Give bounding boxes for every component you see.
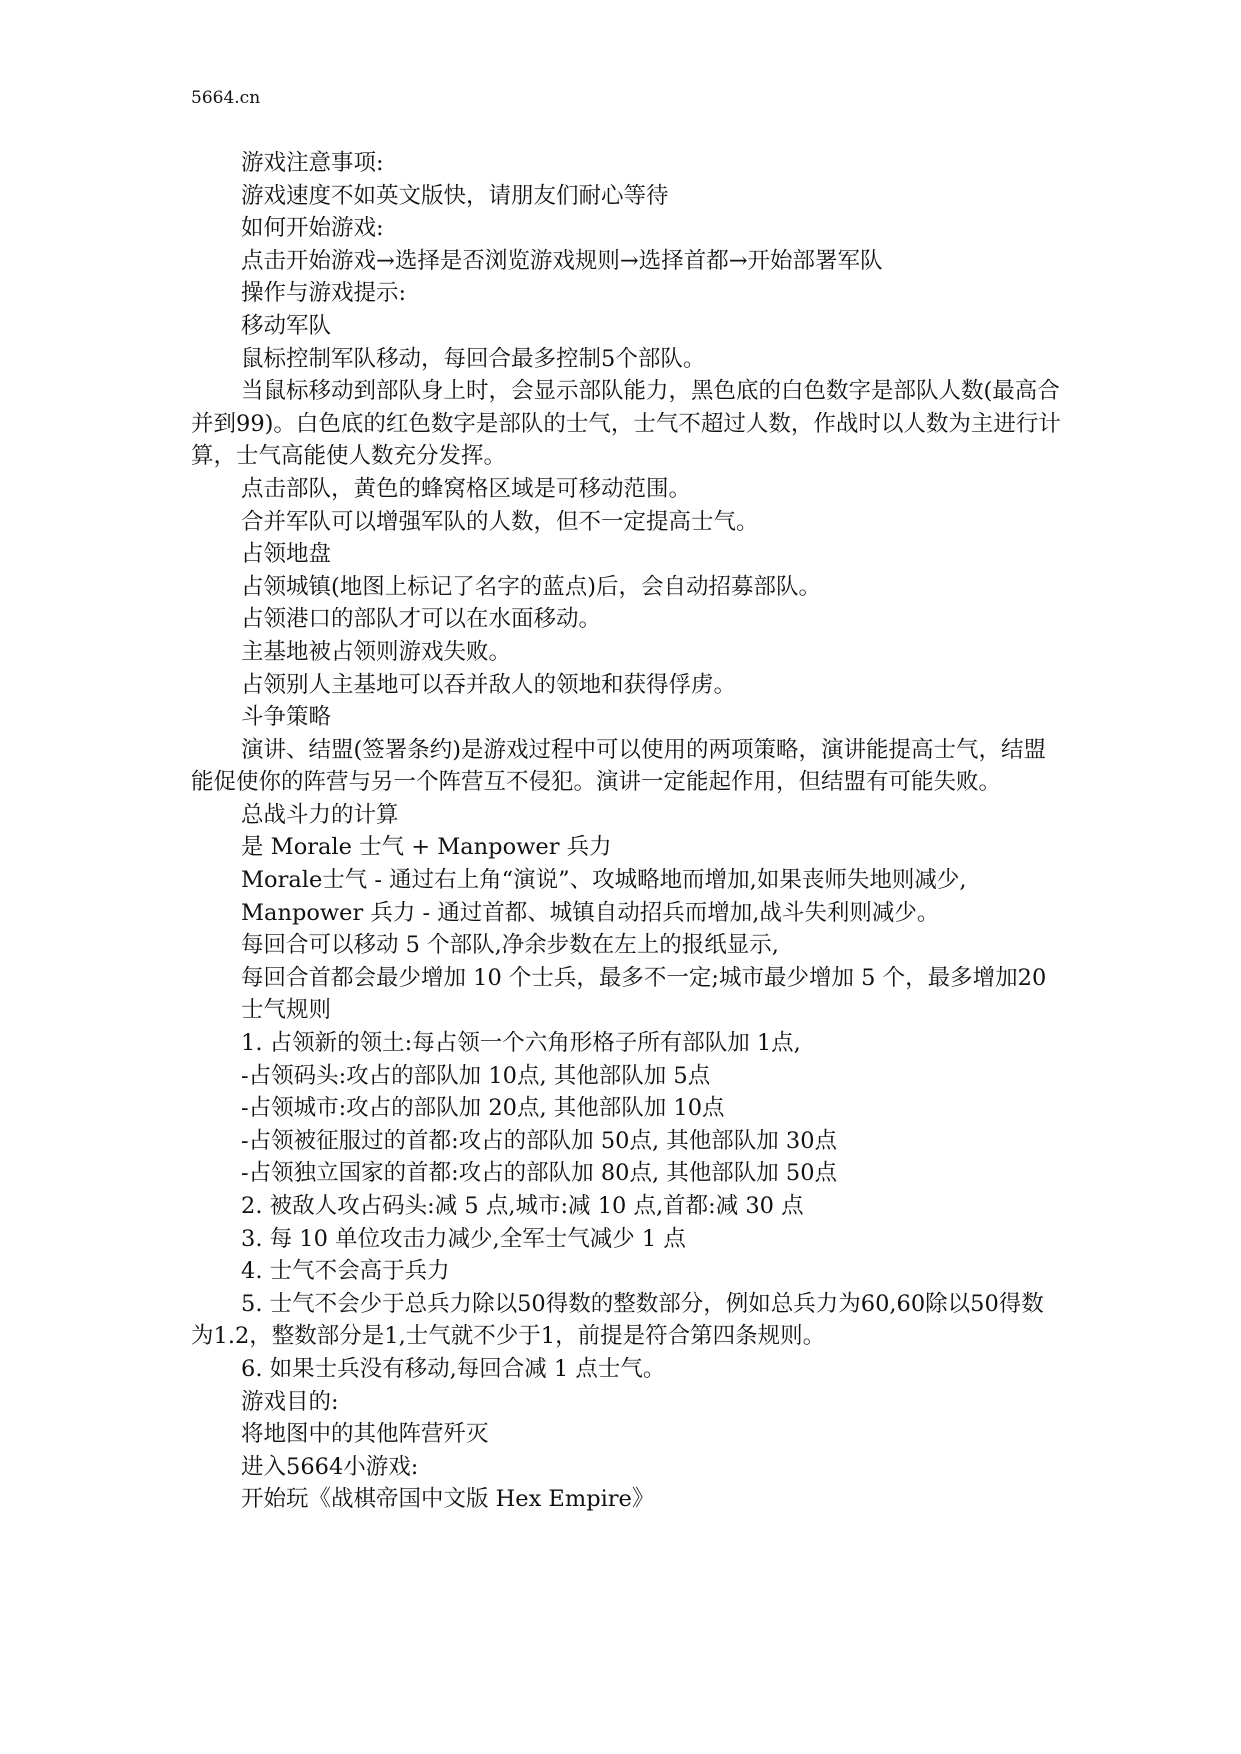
rule-item: -占领被征服过的首都:攻占的部队加 50点, 其他部队加 30点 (241, 1127, 838, 1154)
subheading-move: 移动军队 (241, 312, 332, 339)
paragraph: 游戏速度不如英文版快，请朋友们耐心等待 (241, 182, 669, 209)
section-heading-goal: 游戏目的: (241, 1388, 339, 1415)
rule-item: 4. 士气不会高于兵力 (241, 1258, 450, 1285)
rule-item: 6. 如果士兵没有移动,每回合减 1 点士气。 (241, 1355, 666, 1382)
paragraph: 当鼠标移动到部队身上时，会显示部队能力，黑色底的白色数字是部队人数(最高合并到99)。白色底的红色数字是部队的士气，士气不超过人数，作战时以人数为主进行计算，士气高能使人数充分发挥。 (191, 378, 1061, 470)
rule-item: 2. 被敌人攻占码头:减 5 点,城市:减 10 点,首都:减 30 点 (241, 1193, 804, 1219)
rule-item: -占领码头:攻占的部队加 10点, 其他部队加 5点 (241, 1062, 711, 1089)
section-heading-tips: 操作与游戏提示: (241, 280, 407, 307)
paragraph: 将地图中的其他阵营歼灭 (241, 1421, 489, 1448)
paragraph: 点击开始游戏→选择是否浏览游戏规则→选择首都→开始部署军队 (241, 247, 883, 274)
paragraph: 是 Morale 士气 + Manpower 兵力 (241, 834, 612, 861)
rule-item: -占领城市:攻占的部队加 20点, 其他部队加 10点 (241, 1095, 725, 1122)
paragraph: 点击部队，黄色的蜂窝格区域是可移动范围。 (241, 475, 692, 502)
paragraph: 占领城镇(地图上标记了名字的蓝点)后，会自动招募部队。 (241, 573, 822, 600)
section-heading-enter: 进入5664小游戏: (241, 1453, 419, 1480)
site-header: 5664.cn (191, 88, 261, 108)
subheading-strategy: 斗争策略 (241, 704, 332, 731)
subheading-territory: 占领地盘 (241, 541, 332, 568)
paragraph: 演讲、结盟(签署条约)是游戏过程中可以使用的两项策略，演讲能提高士气，结盟能促使你的阵营与另一个阵营互不侵犯。演讲一定能起作用，但结盟有可能失败。 (191, 736, 1047, 796)
paragraph: 每回合可以移动 5 个部队,净余步数在左上的报纸显示, (241, 932, 779, 959)
section-heading-start: 如何开始游戏: (241, 215, 384, 242)
paragraph: 占领别人主基地可以吞并敌人的领地和获得俘虏。 (241, 671, 737, 698)
subheading-power: 总战斗力的计算 (241, 801, 399, 828)
rule-item: 1. 占领新的领土:每占领一个六角形格子所有部队加 1点, (241, 1030, 801, 1057)
rule-item: 5. 士气不会少于总兵力除以50得数的整数部分，例如总兵力为60,60除以50得数为1.2，整数部分是1,士气就不少于1，前提是符合第四条规则。 (191, 1290, 1044, 1350)
paragraph: 合并军队可以增强军队的人数，但不一定提高士气。 (241, 508, 759, 535)
paragraph: 主基地被占领则游戏失败。 (241, 638, 512, 665)
paragraph: 鼠标控制军队移动，每回合最多控制5个部队。 (241, 345, 706, 372)
paragraph: Manpower 兵力 - 通过首都、城镇自动招兵而增加,战斗失利则减少。 (241, 899, 940, 926)
section-heading-notes: 游戏注意事项: (241, 150, 384, 176)
play-game-link[interactable]: 开始玩《战棋帝国中文版 Hex Empire》 (241, 1486, 655, 1513)
rule-item: 3. 每 10 单位攻击力减少,全军士气减少 1 点 (241, 1225, 686, 1252)
document-body (191, 147, 1061, 1516)
paragraph: 占领港口的部队才可以在水面移动。 (241, 606, 602, 633)
rule-item: -占领独立国家的首都:攻占的部队加 80点, 其他部队加 50点 (241, 1160, 838, 1187)
paragraph: 每回合首都会最少增加 10 个士兵，最多不一定;城市最少增加 5 个，最多增加20 (241, 964, 1047, 991)
subheading-morale-rules: 士气规则 (241, 997, 332, 1024)
paragraph: Morale士气 - 通过右上角“演说”、攻城略地而增加,如果丧师失地则减少, (241, 867, 967, 894)
